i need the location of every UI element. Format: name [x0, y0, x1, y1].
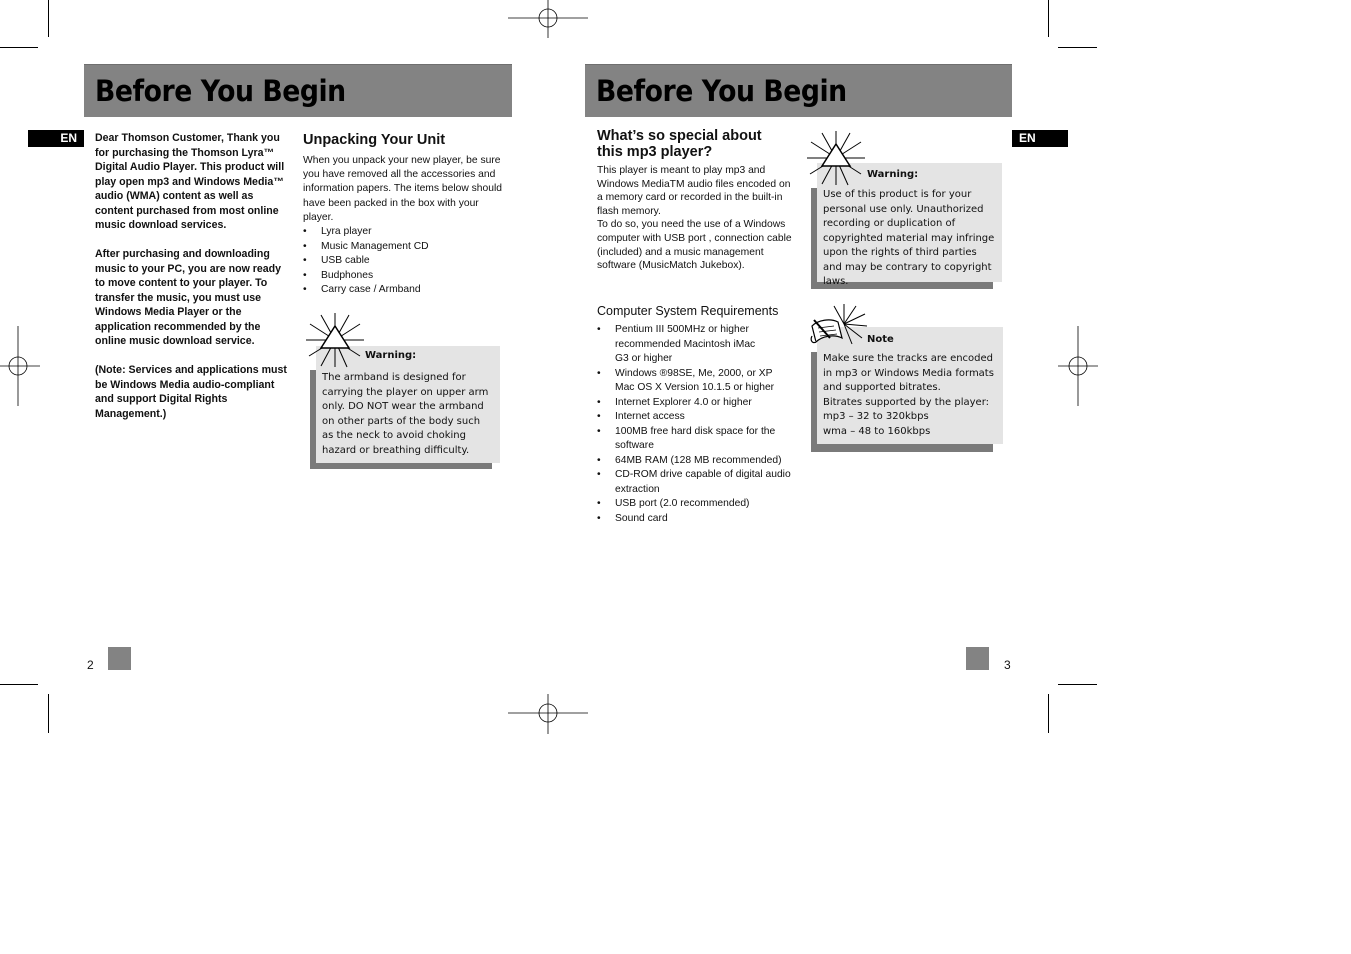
intro-paragraph: After purchasing and downloading music to your PC, you are now ready to move content to your player. To transfer the music, you must use Windows Media Player or the application recommended by the online music download service. [95, 248, 282, 347]
unpacking-heading: Unpacking Your Unit [303, 132, 446, 148]
registration-mark-bottom [508, 694, 588, 734]
special-heading: What’s so special about this mp3 player? [597, 128, 762, 160]
warning-text: The armband is designed for carrying the player on upper arm only. DO NOT wear the armband on other parts of the body such as the neck to avoid choking hazard or breathing difficulty. [322, 372, 489, 456]
unpacking-text: When you unpack your new player, be sure you have removed all the accessories and information papers. The items below should have been packed in the box with your player. [303, 155, 502, 223]
intro-paragraph: Dear Thomson Customer, Thank you for purchasing the Thomson Lyra™ Digital Audio Player. This product will play open mp3 and Windows Media™ audio (WMA) content as well as content purchased from most online music download services. [95, 132, 285, 231]
special-paragraph: To do so, you need the use of a Windows computer with USB port , connection cable (included) and a music management software (MusicMatch Jukebox). [597, 219, 792, 272]
list-item: • Budphones [303, 269, 503, 284]
warning-label: Warning: [365, 350, 417, 361]
special-paragraph: This player is meant to play mp3 and Windows MediaTM audio files encoded on a memory card or recorded in the built-in flash memory. [597, 165, 791, 217]
list-item: • Carry case / Armband [303, 283, 503, 298]
right-page-marker [966, 647, 989, 670]
note-text: Make sure the tracks are encoded in mp3 or Windows Media formats and supported bitrates. Bitrates supported by the player: mp3 – 32 to 320kbps wma – 48 to 160kbps [823, 353, 994, 437]
left-title-bar [84, 64, 512, 117]
registration-mark-left [0, 326, 40, 406]
unpacking-list [303, 225, 503, 298]
list-item: • USB cable [303, 254, 503, 269]
left-language-tab: EN [28, 130, 84, 147]
left-page-title: Before You Begin [95, 74, 346, 108]
requirements-list [597, 323, 797, 526]
left-page-marker [108, 647, 131, 670]
note-icon [808, 302, 868, 352]
requirements-heading: Computer System Requirements [597, 304, 779, 318]
registration-mark-right [1058, 326, 1098, 406]
intro-text [95, 131, 293, 436]
requirements-section [597, 303, 797, 526]
list-item: • Sound card [597, 512, 797, 527]
warning-icon [305, 312, 365, 368]
list-item: • Internet Explorer 4.0 or higher [597, 396, 797, 411]
warning-text: Use of this product is for your personal use only. Unauthorized recording or duplication of copyrighted material may infringe upon the rights of third parties and may be contrary to copyright laws. [823, 189, 995, 287]
unpacking-section [303, 132, 503, 298]
list-item: • Windows ®98SE, Me, 2000, or XP Mac OS X Version 10.1.5 or higher [597, 367, 780, 396]
list-item: • Lyra player [303, 225, 503, 240]
right-page-title: Before You Begin [596, 74, 847, 108]
intro-paragraph: (Note: Services and applications must be Windows Media audio-compliant and support Digital Rights Management.) [95, 364, 287, 420]
registration-mark-top [508, 0, 588, 40]
note-label: Note [867, 334, 894, 345]
list-item: • Music Management CD [303, 240, 503, 255]
right-language-tab: EN [1012, 130, 1068, 147]
right-title-bar [585, 64, 1012, 117]
list-item: • 64MB RAM (128 MB recommended) [597, 454, 797, 469]
warning-icon [806, 130, 866, 186]
list-item: • 100MB free hard disk space for the software [597, 425, 785, 454]
left-page-number: 2 [87, 658, 94, 672]
list-item: • USB port (2.0 recommended) [597, 497, 797, 512]
list-item: • Internet access [597, 410, 797, 425]
warning-label: Warning: [867, 169, 919, 180]
list-item: • CD-ROM drive capable of digital audio extraction [597, 468, 805, 497]
list-item: • Pentium III 500MHz or higher recommended Macintosh iMac G3 or higher [597, 323, 765, 367]
special-section [597, 128, 797, 273]
right-page-number: 3 [1004, 658, 1011, 672]
